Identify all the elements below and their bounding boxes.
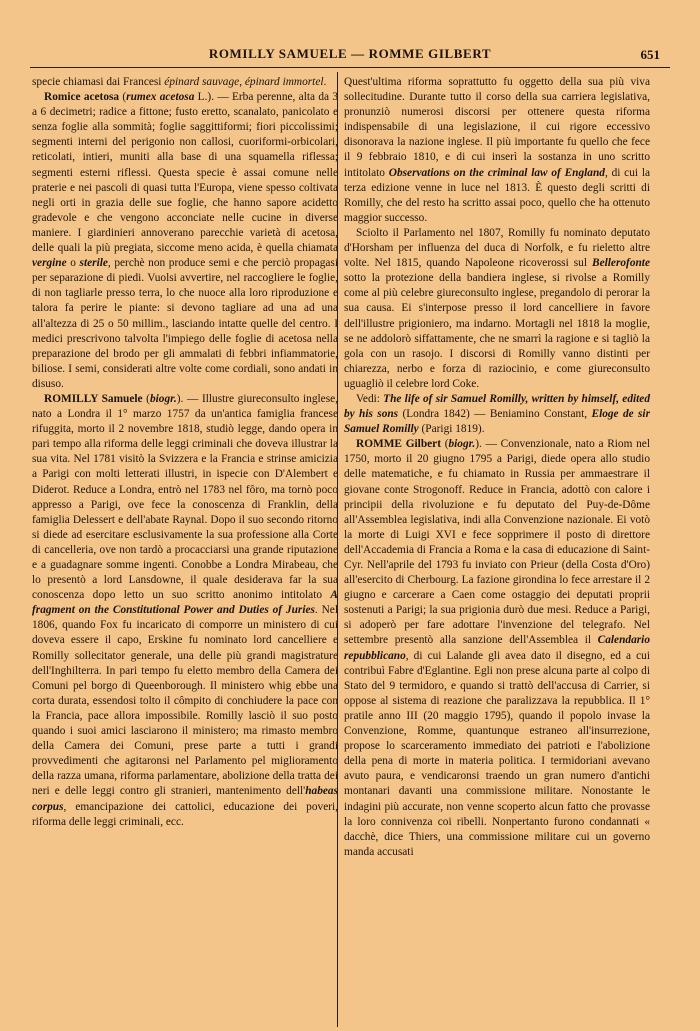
paragraph-continuation: specie chiamasi dai Francesi épinard sauvage, épinard immortel. (32, 76, 327, 88)
entry-romme-gilbert: ROMME Gilbert (biogr.). — Convenzionale, nato a Riom nel 1750, morto il 20 giugno 1795 a Parigi, diede opera allo studio delle matematiche, e fu chiamato in Russia per ammaestrare il giovane conte Strogonoff. Reduce in Francia, adottò con calore i principii della rivoluzione e fu deputato del Puy-de-Dôme all'Assemblea legislativa, indi alla Convenzione nazionale. Ei votò la morte di Luigi XVI e fece sopprimere il posto di direttore dell'Accademia di Francia a Roma e la casa di educazione di Saint-Cyr. Nell'aprile del 1793 fu inviato con Prieur (della Costa d'Oro) all'esercito di Cherbourg. La fazione girondina lo fece arrestare il 2 giugno e carcerare a Caen come ostaggio dei deputati proprii sostenuti a Parigi; la sua prigionia durò due mesi. Reduce a Parigi, si adoperò per fare adottare l'invenzione del telegrafo. Nel settembre presentò alla sanzione dell'Assemblea il Calendario repubblicano, di cui Lalande gli avea dato il disegno, ed a cui contribuì Fabre d'Eglantine. Egli non prese alcuna parte al colpo di Stato del 9 termidoro, e quando si trattò dell'accusa di Carrier, si oppose al sistema di reazione che paralizzava la repubblica. Il 1° pratile anno III (20 maggio 1795), quando il popolo invase la Convenzione, Romme, quantunque estraneo all'insurrezione, propose lo scarceramento immediato dei patrioti e l'abolizione della pena di morte in materia politica. I termidoriani avevano avuto paura, e vendicaronsi traendo un gran numero d'antichi montanari davanti una commissione militare. Nonostante le indagini più accurate, non venne scoperto alcun fatto che provasse la loro connivenza coi ribelli. Nonpertanto furono condannati « dacchè, dice Thiers, una commissione militare cui un governo manda accusati (344, 438, 650, 858)
paragraph-continuation: Quest'ultima riforma soprattutto fu oggetto della sua più viva sollecitudine. Durante tutto il corso della sua carriera legislativa, pronunziò numerosi discorsi per ottenere questa riforma indispensabile di una legislazione, il cui rigore eccessivo disonorava la nazione inglese. Il più importante fu quello che fece il 9 febbraio 1810, e di cui inserì la sostanza in uno scritto intitolato Observations on the criminal law of England, di cui la terza edizione venne in luce nel 1813. È questo degli scritti di Romilly, che del resto ha scritto assai poco, quello che ha ottenuto maggior successo. (344, 76, 651, 224)
running-head: ROMILLY SAMUELE — ROMME GILBERT (208, 46, 492, 61)
page-header (0, 44, 700, 68)
right-column (344, 75, 650, 860)
left-column (32, 75, 338, 830)
entry-head: Romice acetosa (44, 91, 120, 104)
entry-head: ROMME Gilbert (356, 438, 441, 451)
bibliography: Vedi: The life of sir Samuel Romilly, written by himself, edited by his sons (Londra 1842) — Beniamino Constant, Eloge de sir Samuel Romilly (Parigi 1819). (344, 392, 650, 436)
header-rule (30, 67, 670, 68)
page-number: 651 (640, 47, 660, 62)
entry-romilly-samuele: ROMILLY Samuele (biogr.). — Illustre giureconsulto inglese, nato a Londra il 1° marzo 1757 da un'antica famiglia francese rifuggita, morto il 2 novembre 1818, studiò legge, dando opera in pari tempo alla riforma delle leggi criminali che doveva illustrar la sua vita. Nel 1781 visitò la Svizzera e la Francia e strinse amicizia a Parigi con molti letterati illustri, in ispecie con D'Alembert e Diderot. Reduce a Londra, entrò nel 1783 nel fôro, ma tornò poco appresso a Parigi, ove fece la conoscenza di Franklin, della famiglia Delessert e dell'abate Raynal. Dopo il suo secondo ritorno si diede ad esercitare esclusivamente la sua professione alla Corte di cancelleria, ove non tardò a procacciarsi una grande riputazione e a guadagnare somme ingenti. Conobbe a Londra Mirabeau, che lo presentò a lord Lansdowne, il quale desiderava far la sua conoscenza dopo letto un suo scritto anonimo intitolato A fragment on the Constitutional Power and Duties of Juries. Nel 1806, quando Fox fu incaricato di comporre un ministero di cui doveva essere il capo, Erskine fu nominato lord cancelliere e Romilly sollecitator generale, una delle più grandi magistrature dell'Inghilterra. In pari tempo fu eletto membro della Camera dei Comuni pel borgo di Queenborough. Il ministero whig ebbe una corta durata, essendosi tolto il cômpito di conchiudere la pace con la Francia, pace allora impossibile. Romilly lasciò il suo posto quando i suoi amici lasciarono il ministero; ma rimasto membro della Camera dei Comuni, prese parte a tutti i grandi provvedimenti che agitaronsi nel Parlamento pel miglioramento della razza umana, riforma parlamentare, abolizione della tratta dei neri e delle leggi contro gli stranieri, mantenimento dell'habeas corpus, emancipazione dei cattolici, educazione dei poveri, riforma delle leggi criminali, ecc. (32, 392, 339, 828)
paragraph: Sciolto il Parlamento nel 1807, Romilly fu nominato deputato d'Horsham per influenza del duca di Norfolk, e fu rieletto altre volte. Nel 1815, quando Napoleone ricoverossi sul Bellerofonte sotto la protezione della bandiera inglese, si rivolse a Romilly come al più celebre giureconsulto inglese, pregandolo di perorar la sua causa. Ei s'interpose presso il lord cancelliere in favore dell'illustre prigioniero, ma indarno. Mortagli nel 1818 la moglie, se ne addolorò siffattamente, che ne smarrì la ragione e si tagliò la gola con un rasojo. I discorsi di Romilly vanno distinti per chiarezza, nerbo e forza di raziocinio, e come giureconsulto uguagliò il celebre lord Coke. (344, 226, 650, 390)
entry-head: ROMILLY Samuele (44, 392, 143, 405)
entry-romice-acetosa: Romice acetosa (rumex acetosa L.). — Erba perenne, alta da 3 a 6 decimetri; radice a fittone; fusto eretto, scanalato, panicolato e senza foglie alla sommità; foglie saggittiformi; fiori piccolissimi; segmenti interni del perigonio non callosi, cuoriformi-orbicolari, reticolati, intieri, muniti alla base di una squamella riflessa; segmenti esterni riflessi. Questa specie è assai comune nelle praterie e nei pascoli di quasi tutta l'Europa, viene spesso coltivata negli orti in grazia delle sue foglie, che hanno sapore acidetto gradevole e che vengono acconciate nelle cucine in diverse maniere. I giardinieri annoverano parecchie varietà di acetosa, delle quali la più pregiata, siccome meno acida, è quella chiamata vergine o sterile, perchè non produce semi e che perciò propagasi per separazione di piedi. Vuolsi avvertire, nel raccogliere le foglie, di non tagliarle presso terra, lo che nuoce alla loro riproduzione e talora fa perire le piante: si devono tagliare ad una ad una all'altezza di 25 o 50 millim., lasciando intatte quelle del centro. I medici prescrivono talvolta l'impiego delle foglie di acetosa nella preparazione del brodo per gli ammalati di febbri infiammatorie, biliose. I semi, considerati altre volte come cordiali, sono andati in disuso. (32, 91, 339, 390)
